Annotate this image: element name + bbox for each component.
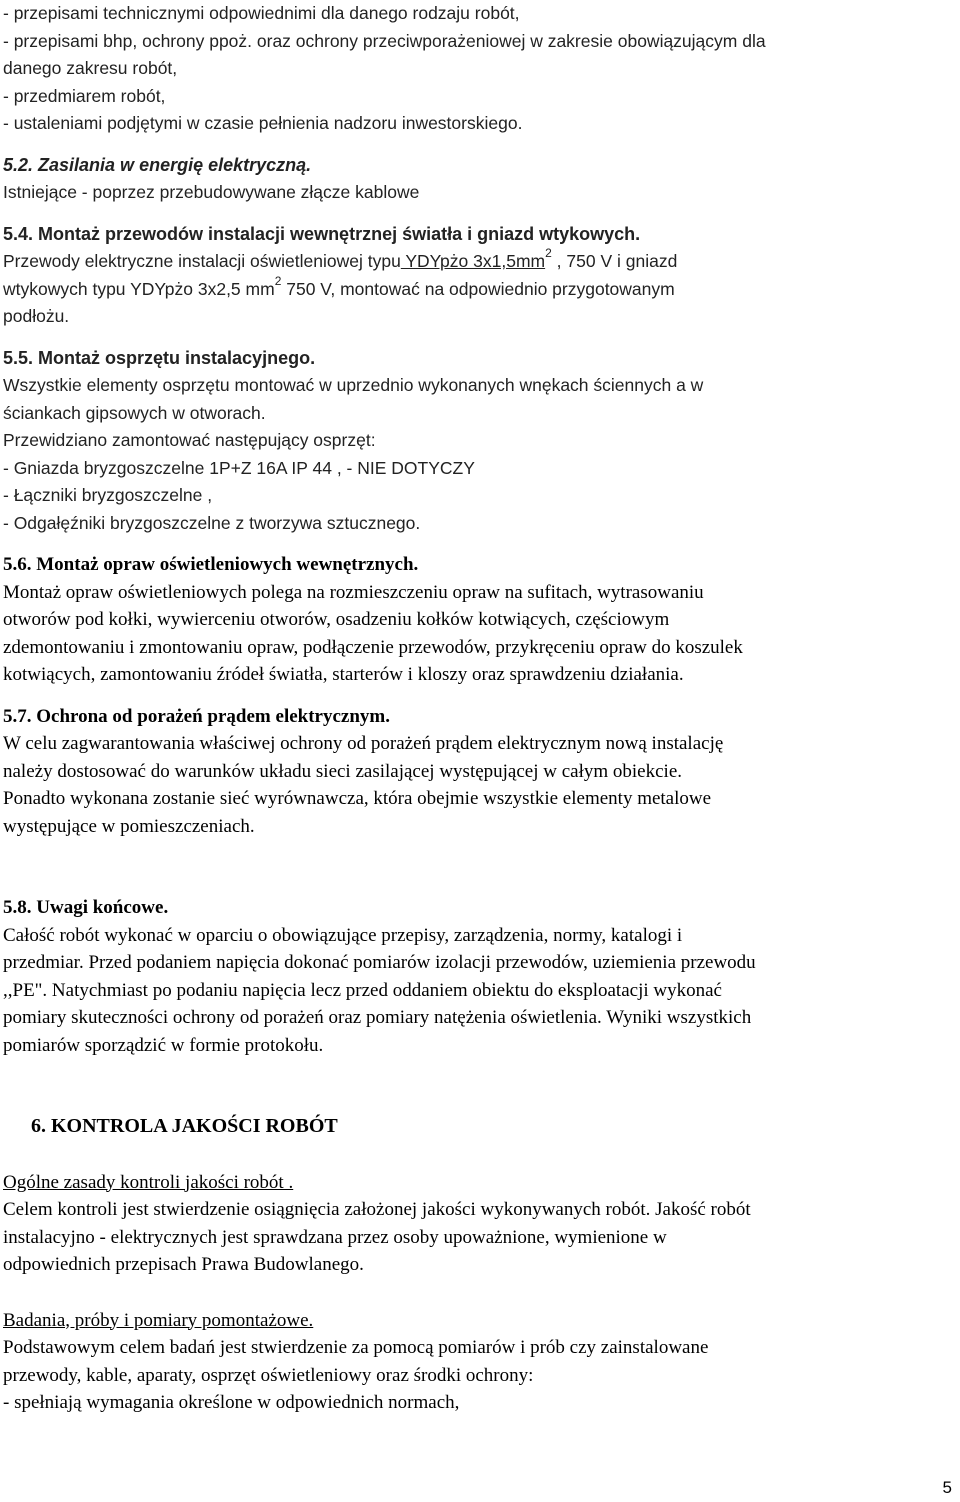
document-page xyxy=(3,0,943,1417)
spacer xyxy=(3,207,943,221)
section-body-line xyxy=(3,248,943,276)
chapter-title: 6. KONTROLA JAKOŚCI ROBÓT xyxy=(31,1115,338,1137)
section-title: 5.8. Uwagi końcowe. xyxy=(3,897,169,918)
spacer xyxy=(3,537,943,551)
section-body-line: występujące w pomieszczeniach. xyxy=(3,815,255,837)
section-5-4 xyxy=(3,221,943,331)
subsection-heading: Ogólne zasady kontroli jakości robót . xyxy=(3,1171,294,1193)
intro-line: - przedmiarem robót, xyxy=(3,85,166,106)
superscript: 2 xyxy=(274,273,282,288)
section-body-line: ,,PE". Natychmiast po podaniu napięcia lecz przed oddaniem obiektu do eksploatacji wykonać xyxy=(3,979,722,1001)
tests-section xyxy=(3,1307,943,1417)
text-run: Przewody elektryczne instalacji oświetleniowej typu xyxy=(3,251,401,271)
text-run: , 750 V i gniazd xyxy=(551,251,678,271)
section-body-line: - spełniają wymagania określone w odpowiednich normach, xyxy=(3,1392,460,1413)
section-body-line: Podstawowym celem badań jest stwierdzenie za pomocą pomiarów i prób czy zainstalowane xyxy=(3,1337,709,1358)
section-body-line: przedmiar. Przed podaniem napięcia dokonać pomiarów izolacji przewodów, uziemienia przewodu xyxy=(3,952,756,973)
section-title: 5.2. Zasilania w energię elektryczną. xyxy=(3,154,312,175)
page-number: 5 xyxy=(942,1478,952,1497)
section-body-line: Montaż opraw oświetleniowych polega na rozmieszczeniu opraw na sufitach, wytrasowaniu xyxy=(3,581,704,603)
section-body-line: odpowiednich przepisach Prawa Budowlanego. xyxy=(3,1254,364,1275)
section-body-line: Całość robót wykonać w oparciu o obowiązujące przepisy, zarządzenia, normy, katalogi i xyxy=(3,924,683,946)
section-body-line: W celu zagwarantowania właściwej ochrony od porażeń prądem elektrycznym nową instalację xyxy=(3,733,724,754)
section-5-2 xyxy=(3,152,943,207)
section-title: 5.7. Ochrona od porażeń prądem elektrycznym. xyxy=(3,705,390,727)
section-body-line: - Gniazda bryzgoszczelne 1P+Z 16A IP 44 , - NIE DOTYCZY xyxy=(3,457,475,478)
section-5-7 xyxy=(3,703,943,841)
spacer xyxy=(3,1059,943,1113)
section-body-line: otworów pod kołki, wywierceniu otworów, osadzeniu kołków kotwiących, częściowym xyxy=(3,609,670,630)
section-body-line: Przewidziano zamontować następujący osprzęt: xyxy=(3,430,376,450)
section-body-line: instalacyjno - elektrycznych jest sprawdzana przez osoby upoważnione, wymienione w xyxy=(3,1226,667,1248)
spacer xyxy=(3,1279,943,1307)
intro-line: - przepisami technicznymi odpowiednimi dla danego rodzaju robót, xyxy=(3,3,520,23)
section-body-line: przewody, kable, aparaty, osprzęt oświetleniowy oraz środki ochrony: xyxy=(3,1364,534,1386)
spacer xyxy=(3,138,943,152)
superscript: 2 xyxy=(545,246,552,260)
section-body-line: Celem kontroli jest stwierdzenie osiągnięcia założonej jakości wykonywanych robót. Jakość robót xyxy=(3,1199,751,1220)
section-body-line: - Łączniki bryzgoszczelne , xyxy=(3,485,213,505)
section-body-line: pomiary skuteczności ochrony od porażeń oraz pomiary natężenia oświetlenia. Wyniki wszystkich xyxy=(3,1007,752,1028)
section-5-5 xyxy=(3,345,943,538)
section-5-6 xyxy=(3,551,943,689)
spacer xyxy=(3,1141,943,1169)
general-rules xyxy=(3,1169,943,1279)
intro-list xyxy=(3,0,943,138)
intro-line: - ustaleniami podjętymi w czasie pełnienia nadzoru inwestorskiego. xyxy=(3,113,523,133)
section-body-line xyxy=(3,273,943,304)
text-run: 750 V, montować na odpowiednio przygotowanym xyxy=(281,278,675,299)
section-body-line: należy dostosować do warunków układu sieci zasilającej występującej w całym obiekcie. xyxy=(3,760,683,782)
intro-line: danego zakresu robót, xyxy=(3,58,178,78)
text-run: YDYpżo 3x1,5mm xyxy=(400,251,546,271)
section-body-line: zdemontowaniu i zmontowaniu opraw, podłączenie przewodów, przykręceniu opraw do koszulek xyxy=(3,636,743,658)
spacer xyxy=(3,689,943,703)
section-title: 5.6. Montaż opraw oświetleniowych wewnętrznych. xyxy=(3,554,419,575)
section-title: 5.4. Montaż przewodów instalacji wewnętrznej światła i gniazd wtykowych. xyxy=(3,223,641,244)
intro-line: - przepisami bhp, ochrony ppoż. oraz ochrony przeciwporażeniowej w zakresie obowiązującym dla xyxy=(3,30,766,51)
section-body-line: ściankach gipsowych w otworach. xyxy=(3,402,266,423)
section-body-line: pomiarów sporządzić w formie protokołu. xyxy=(3,1034,324,1056)
section-5-8 xyxy=(3,894,943,1059)
spacer xyxy=(3,331,943,345)
spacer xyxy=(3,840,943,894)
text-run: wtykowych typu YDYpżo 3x2,5 mm xyxy=(3,278,275,299)
subsection-heading: Badania, próby i pomiary pomontażowe. xyxy=(3,1309,314,1331)
section-body-line: kotwiących, zamontowaniu źródeł światła, starterów i kloszy oraz sprawdzeniu działania. xyxy=(3,664,684,685)
section-body-line: Wszystkie elementy osprzętu montować w uprzednio wykonanych wnękach ściennych a w xyxy=(3,375,704,395)
section-body-line: Ponadto wykonana zostanie sieć wyrównawcza, która obejmie wszystkie elementy metalowe xyxy=(3,788,712,809)
section-body-line: - Odgałęźniki bryzgoszczelne z tworzywa sztucznego. xyxy=(3,512,421,533)
section-body: Istniejące - poprzez przebudowywane złącze kablowe xyxy=(3,182,420,202)
section-body-line: podłożu. xyxy=(3,306,70,326)
section-title: 5.5. Montaż osprzętu instalacyjnego. xyxy=(3,347,316,368)
